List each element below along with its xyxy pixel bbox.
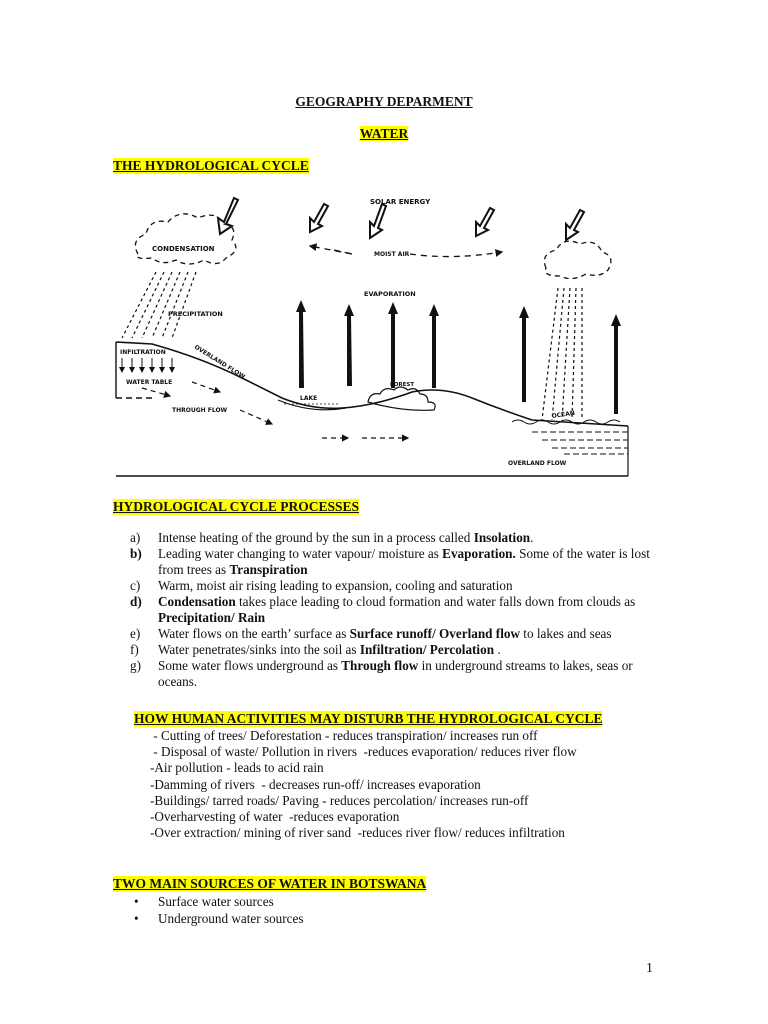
process-key-term: Insolation [473,530,531,545]
lake-label: LAKE [300,395,318,402]
process-text: takes place leading to cloud formation and water falls down from clouds as [235,594,636,609]
overland-flow-top-label: OVERLAND FLOW [192,343,247,381]
processes-list [130,530,660,690]
page-number: 1 [646,961,653,976]
human-activity-item: -Buildings/ tarred roads/ Paving - reduces percolation/ increases run-off [150,792,529,808]
process-key-term: Precipitation/ Rain [158,610,266,625]
forest-label: FOREST [390,382,415,388]
subject-title-wrap [0,126,768,142]
water-table-label: WATER TABLE [126,379,173,386]
human-activities-list [150,728,577,841]
process-text: to lakes and seas [519,626,612,641]
moist-air-label: MOIST AIR [374,251,410,258]
ocean-rain [542,288,582,420]
process-item-label: b) [130,546,142,561]
process-item-label: g) [130,658,141,673]
process-key-term: Transpiration [229,562,308,577]
human-activity-item: -Overharvesting of water -reduces evaporation [150,809,400,825]
human-activity-item: - Disposal of waste/ Pollution in rivers -reduces evaporation/ reduces river flow [150,744,577,760]
evaporation-label: EVAPORATION [364,290,416,298]
ocean-label: OCEAN [551,409,576,420]
process-key-term: Evaporation. [442,546,516,561]
infiltration-arrows [122,358,172,372]
process-text: Warm, moist air rising leading to expansion, cooling and saturation [158,578,513,593]
human-activity-item: -Over extraction/ mining of river sand -reduces river flow/ reduces infiltration [150,825,565,841]
water-source-text: Underground water sources [158,911,304,926]
process-item-label: a) [130,530,141,545]
process-text: . [494,642,501,657]
through-flow-label: THROUGH FLOW [172,407,228,414]
ocean-cloud [544,241,611,278]
water-sources-heading: TWO MAIN SOURCES OF WATER IN BOTSWANA [113,876,427,891]
bullet-icon: • [134,894,139,909]
human-activity-item: -Damming of rivers - decreases run-off/ increases evaporation [150,776,481,792]
process-key-term: Infiltration/ Percolation [359,642,495,657]
human-activity-item: -Air pollution - leads to acid rain [150,760,324,776]
process-item [130,642,660,658]
process-key-term: Condensation [158,594,236,609]
human-activities-heading: HOW HUMAN ACTIVITIES MAY DISTURB THE HYDROLOGICAL CYCLE [134,711,603,726]
process-item-label: d) [130,594,142,609]
water-source-item [134,910,304,927]
process-item [130,530,660,546]
department-title: GEOGRAPHY DEPARMENT [295,94,473,109]
bullet-icon: • [134,911,139,926]
precipitation-label: PRECIPITATION [168,310,223,318]
overland-flow-bottom-label: OVERLAND FLOW [508,460,567,467]
process-text: Leading water changing to water vapour/ moisture as [158,546,443,561]
process-item-label: f) [130,642,139,657]
infiltration-label: INFILTRATION [120,349,166,356]
processes-heading: HYDROLOGICAL CYCLE PROCESSES [113,499,360,514]
process-text: in underground streams to lakes, seas or oceans. [158,658,633,689]
condensation-label: CONDENSATION [152,245,215,253]
process-text: Some water flows underground as [158,658,342,673]
subject-title: WATER [359,126,409,141]
water-source-item [134,893,304,910]
process-item-label: e) [130,626,141,641]
water-source-text: Surface water sources [158,894,274,909]
process-item [130,658,660,690]
process-text: Intense heating of the ground by the sun in a process called [158,530,474,545]
process-text: Water penetrates/sinks into the soil as [158,642,360,657]
human-activity-item: - Cutting of trees/ Deforestation - reduces transpiration/ increases run off [150,728,538,743]
solar-energy-label: SOLAR ENERGY [370,198,431,206]
process-item-label: c) [130,578,141,593]
process-item [130,594,660,626]
hydrological-cycle-heading: THE HYDROLOGICAL CYCLE [113,158,309,173]
process-item [130,546,660,578]
process-text: Some of the water is lost from trees as [158,546,650,577]
process-item [130,626,660,642]
process-item [130,578,660,594]
precipitation-rain [122,272,196,338]
water-sources-list [134,893,304,927]
process-text: Water flows on the earth’ surface as [158,626,350,641]
process-text: . [530,530,534,545]
process-key-term: Surface runoff/ Overland flow [349,626,520,641]
hydrological-cycle-diagram [112,188,632,478]
process-key-term: Through flow [341,658,419,673]
